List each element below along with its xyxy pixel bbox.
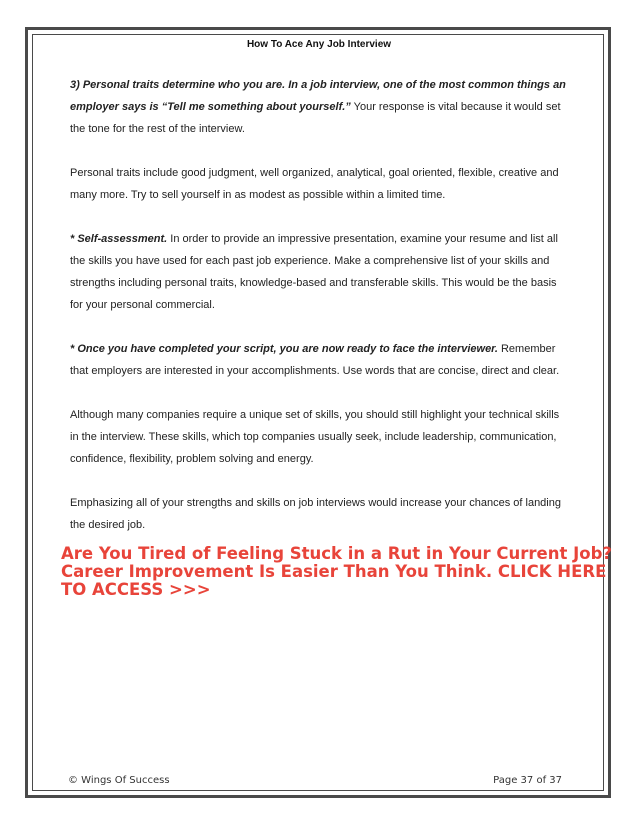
paragraph-self-assessment — [70, 228, 570, 316]
paragraph-heading: * Once you have completed your script, you are now ready to face the interviewer. — [70, 343, 498, 355]
paragraph-heading: * Self-assessment. — [70, 233, 168, 245]
footer-page-number: Page 37 of 37 — [493, 775, 562, 786]
paragraph-technical-skills: Although many companies require a unique set of skills, you should still highlight your technical skills in the interview. These skills, which top companies usually seek, include leadership, communication, confidence, flexibility, problem solving and energy. — [70, 409, 560, 465]
footer-copyright: © Wings Of Success — [68, 775, 170, 786]
paragraph-script-complete — [70, 338, 570, 382]
cta-line-1[interactable]: Are You Tired of Feeling Stuck in a Rut in Your Current Job? — [61, 544, 612, 563]
paragraph-personal-traits-list: Personal traits include good judgment, well organized, analytical, goal oriented, flexible, creative and many more. Try to sell yourself in as modest as possible within a limited time. — [70, 167, 559, 201]
career-improvement-link[interactable] — [61, 544, 612, 599]
paragraph-strengths: Emphasizing all of your strengths and skills on job interviews would increase your chances of landing the desired job. — [70, 497, 561, 531]
paragraph-heading: 3) Personal traits determine who you are. In a job interview, one of the most common things an employer says is “Tell me something about yourself.” — [70, 79, 566, 113]
paragraph-text: Remember that employers are interested in your accomplishments. Use words that are concise, direct and clear. — [70, 343, 560, 377]
paragraph-text: Your response is vital because it would set the tone for the rest of the interview. — [70, 101, 561, 135]
page-header-title: How To Ace Any Job Interview — [246, 39, 392, 50]
cta-line-2[interactable]: Career Improvement Is Easier Than You Think. CLICK HERE — [61, 562, 607, 581]
document-body — [70, 74, 570, 558]
paragraph-personal-traits — [70, 74, 570, 140]
cta-line-3[interactable]: TO ACCESS >>> — [61, 580, 211, 599]
paragraph-text: In order to provide an impressive presentation, examine your resume and list all the skills you have used for each past job experience. Make a comprehensive list of your skills and strengths including personal traits, knowledge-based and transferable skills. This would be the basis for your personal commercial. — [70, 233, 558, 311]
